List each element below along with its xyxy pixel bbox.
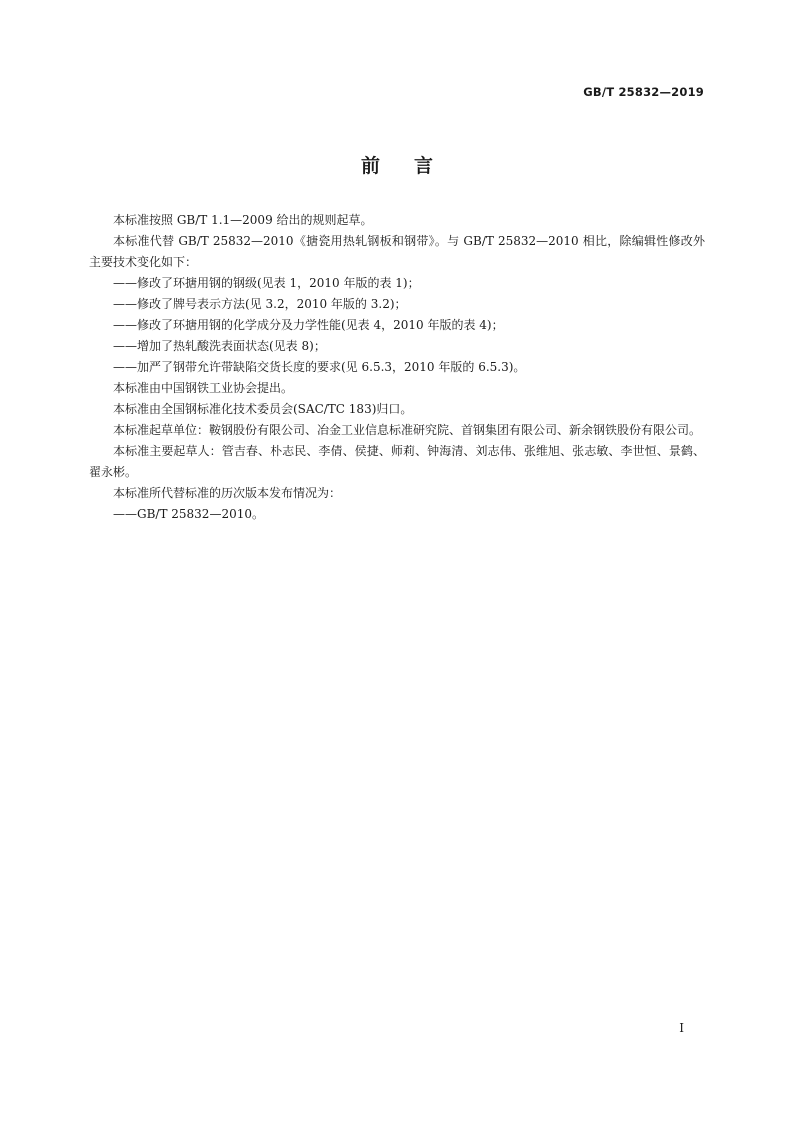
change-item-chemical-composition: ——修改了环搪用钢的化学成分及力学性能(见表 4，2010 年版的表 4)；	[113, 318, 504, 332]
change-item-steel-grade: ——修改了环搪用钢的钢级(见表 1，2010 年版的表 1)；	[113, 276, 420, 290]
paragraph-drafting-units: 本标准起草单位：鞍钢股份有限公司、冶金工业信息标准研究院、首钢集团有限公司、新余钢铁股份有限公司。	[113, 423, 702, 437]
paragraph-drafting-rules: 本标准按照 GB/T 1.1—2009 给出的规则起草。	[113, 213, 373, 227]
change-item-defect-length: ——加严了钢带允许带缺陷交货长度的要求(见 6.5.3，2010 年版的 6.5.3)。	[113, 360, 526, 374]
paragraph-history-intro: 本标准所代替标准的历次版本发布情况为：	[113, 486, 342, 500]
paragraph-drafters: 本标准主要起草人：管吉春、朴志民、李倩、侯捷、师莉、钟海清、刘志伟、张维旭、张志敏、李世恒、景鹤、翟永彬。	[89, 444, 705, 479]
paragraph-administered-by: 本标准由全国钢标准化技术委员会(SAC/TC 183)归口。	[113, 402, 413, 416]
change-item-designation: ——修改了牌号表示方法(见 3.2，2010 年版的 3.2)；	[113, 297, 407, 311]
paragraph-proposed-by: 本标准由中国钢铁工业协会提出。	[113, 381, 294, 395]
foreword-body	[89, 210, 705, 525]
paragraph-replacement: 本标准代替 GB/T 25832—2010《搪瓷用热轧钢板和钢带》。与 GB/T 25832—2010 相比，除编辑性修改外主要技术变化如下：	[89, 234, 705, 269]
page-title: 前言	[360, 155, 467, 177]
history-item-2010: ——GB/T 25832—2010。	[113, 507, 264, 521]
change-item-surface-condition: ——增加了热轧酸洗表面状态(见表 8)；	[113, 339, 326, 353]
standard-code: GB/T 25832—2019	[583, 85, 704, 99]
page-number: I	[679, 1021, 684, 1035]
